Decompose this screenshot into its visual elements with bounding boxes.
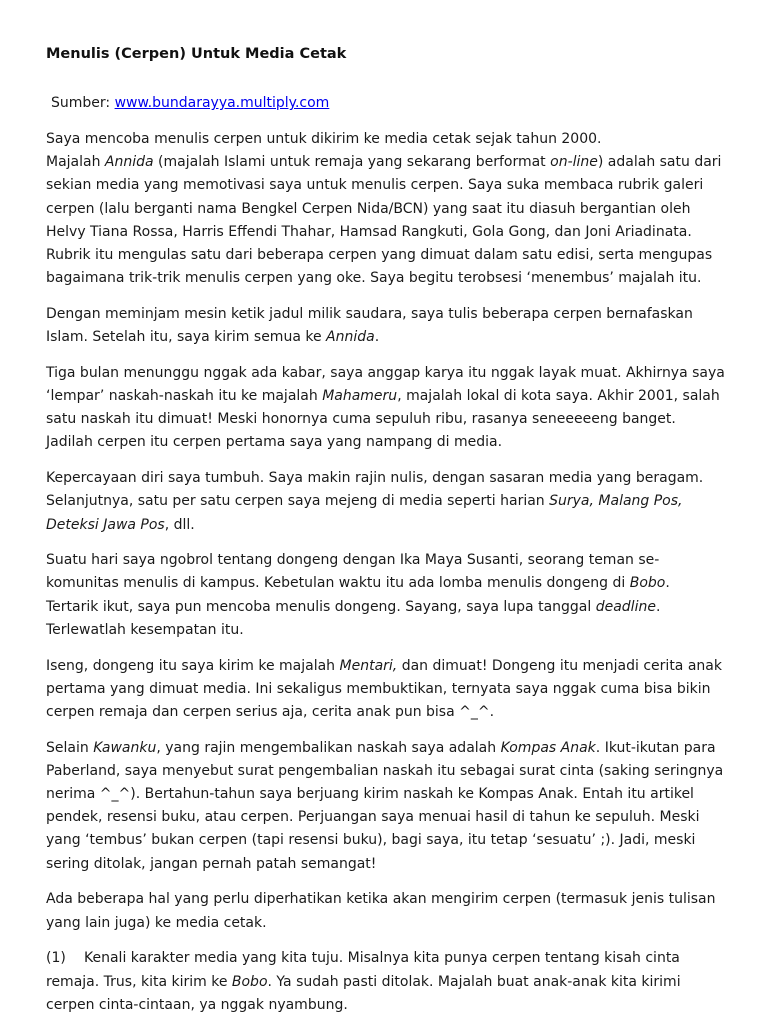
source-line	[51, 92, 726, 115]
p1-text-d: ) adalah satu dari sekian media yang memotivasi saya untuk menulis cerpen. Saya suka membaca rubrik galeri cerpen (lalu berganti nama Bengkel Cerpen Nida/BCN) yang saat itu diasuh bergantian oleh Helvy Tiana Rossa, Harris Effendi Thahar, Hamsad Rangkuti, Gola Gong, dan Joni Ariadinata. Rubrik itu mengulas satu dari beberapa cerpen yang dimuat dalam satu edisi, serta mengupas bagaimana trik-trik menulis cerpen yang oke. Saya begitu terobsesi ‘menembus’ majalah itu.	[46, 154, 722, 287]
p3-text-a: Tiga bulan menunggu nggak ada kabar, saya anggap karya itu nggak layak muat. Akhirnya saya ‘lempar’ naskah-naskah itu ke majalah	[46, 364, 725, 405]
p1-italic-2: on-line	[550, 154, 598, 171]
p5-italic-1: Bobo	[629, 575, 666, 592]
p4-text-b: , dll.	[164, 516, 195, 533]
paragraph-6	[46, 655, 726, 725]
paragraph-9-list-item	[46, 947, 726, 1017]
list-number: (1)	[46, 950, 66, 967]
p6-text-a: Iseng, dongeng itu saya kirim ke majalah	[46, 657, 340, 674]
p3-italic-1: Mahameru	[322, 388, 398, 405]
p7-text-b: , yang rajin mengembalikan naskah saya adalah	[156, 739, 501, 756]
p5-italic-2: deadline	[595, 598, 656, 615]
document-page	[46, 0, 726, 1029]
p1-italic-1: Annida	[104, 154, 154, 171]
p6-italic-1: Mentari,	[339, 657, 398, 674]
p7-text-c: . Ikut-ikutan para Paberland, saya menyebut surat pengembalian naskah itu sebagai surat cinta (saking seringnya nerima ^_^). Bertahun-tahun saya berjuang kirim naskah ke Kompas Anak. Entah itu artikel pendek, resensi buku, atau cerpen. Perjuangan saya menuai hasil di tahun ke sepuluh. Meski yang ‘tembus’ bukan cerpen (tapi resensi buku), bagi saya, itu tetap ‘sesuatu’ ;). Jadi, meski sering ditolak, jangan pernah patah semangat!	[46, 739, 724, 872]
p4-text-a: Kepercayaan diri saya tumbuh. Saya makin rajin nulis, dengan sasaran media yang beragam. Selanjutnya, satu per satu cerpen saya mejeng di media seperti harian	[46, 470, 704, 510]
p9-text-b: . Ya sudah pasti ditolak. Majalah buat anak-anak kita kirimi cerpen cinta-cintaan, ya nggak nyambung.	[46, 973, 681, 1013]
p4-italic-1: Surya, Malang Pos, Deteksi Jawa Pos	[46, 493, 683, 533]
p7-italic-2: Kompas Anak	[500, 739, 596, 756]
paragraph-3	[46, 362, 726, 455]
p7-italic-1: Kawanku	[93, 739, 157, 756]
p5-text-c: . Terlewatlah kesempatan itu.	[46, 598, 661, 638]
source-label: Sumber:	[51, 95, 115, 111]
p6-text-b: dan dimuat! Dongeng itu menjadi cerita anak pertama yang dimuat media. Ini sekaligus membuktikan, ternyata saya nggak cuma bisa bikin cerpen remaja dan cerpen serius aja, cerita anak pun bisa ^_^.	[46, 657, 722, 720]
paragraph-7	[46, 737, 726, 876]
p3-text-b: , majalah lokal di kota saya. Akhir 2001, salah satu naskah itu dimuat! Meski honornya cuma sepuluh ribu, rasanya seneeeeeng banget. Jadilah cerpen itu cerpen pertama saya yang nampang di media.	[46, 388, 720, 451]
paragraph-4	[46, 467, 726, 537]
paragraph-8: Ada beberapa hal yang perlu diperhatikan ketika akan mengirim cerpen (termasuk jenis tulisan yang lain juga) ke media cetak.	[46, 891, 716, 931]
p5-text-a: Suatu hari saya ngobrol tentang dongeng dengan Ika Maya Susanti, seorang teman se-komunitas menulis di kampus. Kebetulan waktu itu ada lomba menulis dongeng di	[46, 552, 660, 592]
paragraph-1	[46, 128, 726, 290]
source-link[interactable]: www.bundarayya.multiply.com	[114, 95, 330, 111]
p7-text-a: Selain	[46, 739, 94, 756]
p5-text-b: . Tertarik ikut, saya pun mencoba menulis dongeng. Sayang, saya lupa tanggal	[46, 575, 670, 615]
p9-italic-1: Bobo	[231, 973, 268, 990]
p9-text-a: Kenali karakter media yang kita tuju. Misalnya kita punya cerpen tentang kisah cinta remaja. Trus, kita kirim ke	[46, 950, 680, 990]
p2-text-b: .	[374, 329, 380, 346]
paragraph-2	[46, 303, 726, 349]
p1-text-a: Saya mencoba menulis cerpen untuk dikirim ke media cetak sejak tahun 2000.	[46, 131, 602, 147]
paragraph-5	[46, 549, 726, 642]
page-title: Menulis (Cerpen) Untuk Media Cetak	[46, 46, 347, 62]
p2-italic-1: Annida	[326, 329, 375, 346]
p1-text-b: Majalah	[46, 154, 105, 171]
p2-text-a: Dengan meminjam mesin ketik jadul milik saudara, saya tulis beberapa cerpen bernafaskan Islam. Setelah itu, saya kirim semua ke	[46, 305, 693, 346]
p1-text-c: (majalah Islami untuk remaja yang sekarang berformat	[153, 154, 551, 171]
